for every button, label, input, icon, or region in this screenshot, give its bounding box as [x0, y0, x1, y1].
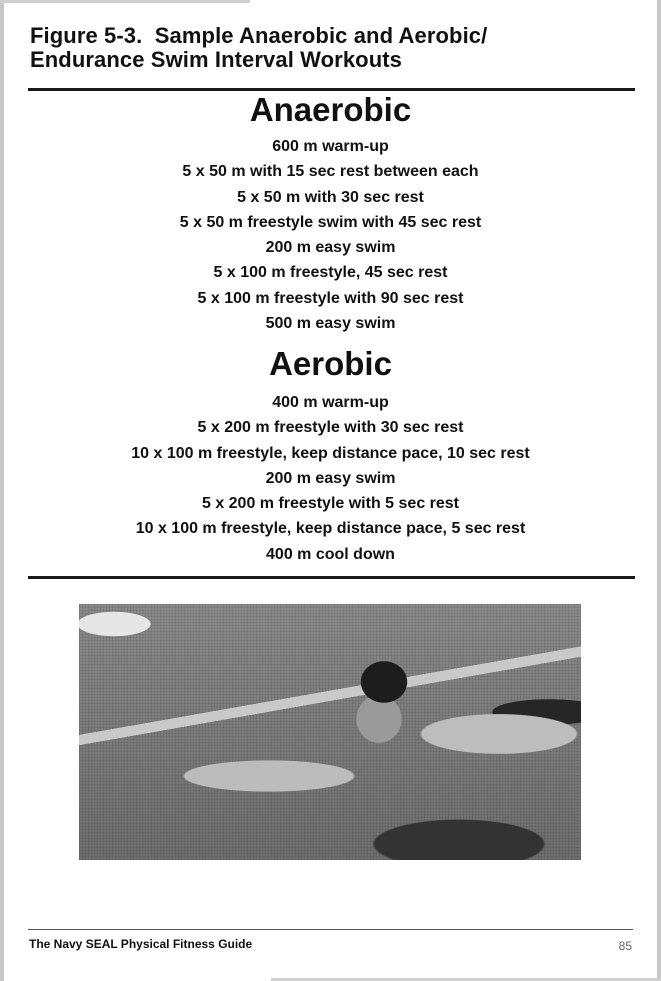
workout-item: 5 x 50 m with 30 sec rest: [237, 188, 424, 206]
workout-item: 5 x 200 m freestyle with 30 sec rest: [197, 419, 464, 437]
workout-item: 5 x 200 m freestyle with 5 sec rest: [201, 495, 460, 513]
footer-divider: [28, 929, 633, 930]
workout-item: 400 m cool down: [266, 545, 395, 563]
workout-item: 10 x 100 m freestyle, keep distance pace, 10 sec rest: [131, 444, 530, 462]
workout-item: 600 m warm-up: [272, 138, 389, 155]
workout-item: 5 x 50 m with 15 sec rest between each: [182, 163, 479, 181]
workout-item: 200 m easy swim: [265, 469, 396, 487]
figure-title: [30, 24, 630, 72]
figure-title-line-1: Figure 5-3. Sample Anaerobic and Aerobic/: [30, 23, 488, 48]
anaerobic-heading: Anaerobic: [249, 91, 412, 128]
workout-item: 5 x 100 m freestyle with 90 sec rest: [197, 289, 464, 307]
swimmer-photo: [79, 604, 581, 860]
workout-item: 400 m warm-up: [272, 394, 389, 411]
workout-item: 500 m easy swim: [265, 315, 396, 333]
workout-item: 5 x 50 m freestyle swim with 45 sec rest: [179, 213, 482, 231]
workout-item: 5 x 100 m freestyle, 45 sec rest: [213, 264, 448, 282]
footer-book-title: The Navy SEAL Physical Fitness Guide: [29, 937, 253, 951]
workout-item: 200 m easy swim: [265, 239, 396, 257]
workout-item: 10 x 100 m freestyle, keep distance pace, 5 sec rest: [135, 520, 526, 538]
anaerobic-workout-list: [0, 134, 661, 336]
figure-title-line-2: Endurance Swim Interval Workouts: [30, 47, 402, 72]
aerobic-heading: Aerobic: [269, 345, 392, 382]
bottom-divider: [28, 576, 635, 579]
page-number: 85: [618, 939, 632, 953]
page-edge-top: [0, 0, 250, 3]
aerobic-workout-list: [0, 390, 661, 567]
